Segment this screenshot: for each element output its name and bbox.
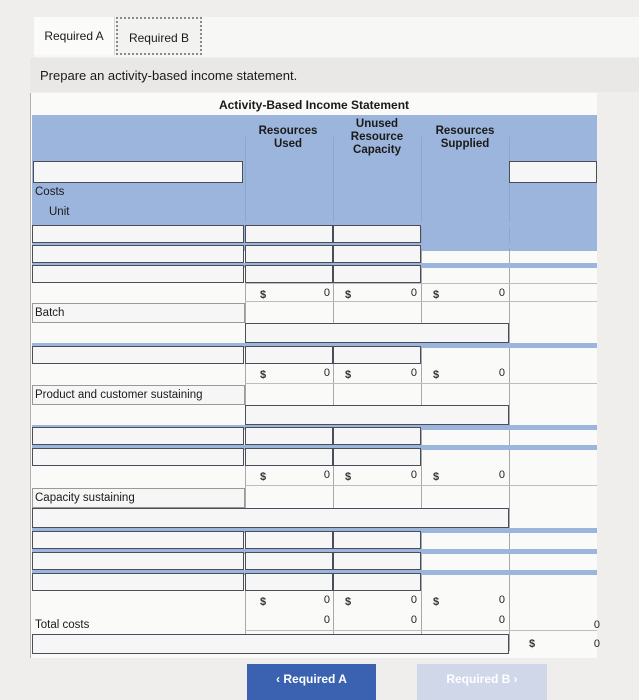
tab-bar: [34, 17, 639, 57]
capacity-row-2-label[interactable]: [32, 531, 244, 549]
tab-required-b[interactable]: Required B: [116, 17, 202, 55]
currency-symbol: $: [529, 638, 536, 650]
batch-row-2-label[interactable]: [32, 346, 244, 364]
unit-row-1-label[interactable]: [32, 225, 244, 243]
unit-supplied-subtotal: 0: [498, 287, 505, 299]
prev-required-a-button[interactable]: ‹ Required A: [247, 664, 376, 700]
header-unused-capacity: Unused Resource Capacity: [350, 118, 404, 156]
product-used-subtotal: 0: [323, 469, 330, 481]
unit-row-2-label[interactable]: [32, 245, 244, 263]
row-divider: [245, 301, 597, 302]
unit-row-3-used[interactable]: [245, 265, 333, 283]
batch-used-subtotal: 0: [323, 367, 330, 379]
capacity-row-4-label[interactable]: [32, 573, 244, 591]
capacity-row-4-unused[interactable]: [333, 573, 421, 591]
currency-symbol: $: [345, 471, 352, 483]
product-row-3-unused[interactable]: [333, 448, 421, 466]
label-unit: Unit: [49, 206, 70, 218]
label-product-customer: Product and customer sustaining: [35, 389, 203, 401]
unit-row-3-label[interactable]: [32, 265, 244, 283]
capacity-unused-subtotal: 0: [410, 594, 417, 606]
product-row-2-label[interactable]: [32, 427, 244, 445]
unit-row-1-used[interactable]: [245, 225, 333, 243]
capacity-row-2-unused[interactable]: [333, 531, 421, 549]
product-row-2-unused[interactable]: [333, 427, 421, 445]
capacity-row-2-used[interactable]: [245, 531, 333, 549]
row-divider: [245, 485, 597, 486]
statement-title: Activity-Based Income Statement: [218, 98, 410, 112]
label-batch: Batch: [35, 307, 65, 319]
total-supplied: 0: [498, 614, 505, 626]
right-total-1: 0: [593, 619, 600, 631]
capacity-row-1[interactable]: [32, 508, 509, 528]
next-required-b-button[interactable]: Required B ›: [417, 664, 547, 700]
currency-symbol: $: [345, 596, 352, 608]
header-resources-supplied: Resources Supplied: [435, 125, 495, 150]
grid-line: [421, 251, 422, 651]
header-input-label[interactable]: [33, 161, 243, 183]
currency-symbol: $: [433, 369, 440, 381]
currency-symbol: $: [345, 289, 352, 301]
batch-row-2-used[interactable]: [245, 346, 333, 364]
total-used: 0: [323, 614, 330, 626]
unit-row-2-used[interactable]: [245, 245, 333, 263]
currency-symbol: $: [260, 596, 267, 608]
batch-supplied-subtotal: 0: [498, 367, 505, 379]
unit-unused-subtotal: 0: [410, 287, 417, 299]
currency-symbol: $: [260, 289, 267, 301]
row-divider: [245, 630, 597, 631]
total-unused: 0: [410, 614, 417, 626]
capacity-supplied-subtotal: 0: [498, 594, 505, 606]
product-row-1[interactable]: [245, 405, 509, 425]
instruction-bar: [30, 58, 639, 92]
tab-required-a[interactable]: Required A: [34, 17, 115, 55]
currency-symbol: $: [433, 471, 440, 483]
label-costs: Costs: [35, 186, 65, 198]
row-divider: [245, 283, 597, 284]
product-unused-subtotal: 0: [410, 469, 417, 481]
header-divider: [421, 137, 422, 251]
capacity-row-4-used[interactable]: [245, 573, 333, 591]
batch-unused-subtotal: 0: [410, 367, 417, 379]
batch-row-1[interactable]: [245, 323, 509, 343]
grid-line: [509, 251, 510, 651]
unit-used-subtotal: 0: [323, 287, 330, 299]
unit-row-3-unused[interactable]: [333, 265, 421, 283]
capacity-row-3-unused[interactable]: [333, 552, 421, 570]
unit-row-2-unused[interactable]: [333, 245, 421, 263]
header-input-right[interactable]: [509, 161, 597, 183]
product-row-3-used[interactable]: [245, 448, 333, 466]
income-statement: [30, 93, 597, 658]
product-supplied-subtotal: 0: [498, 469, 505, 481]
instruction-text: Prepare an activity-based income statement.: [40, 68, 298, 83]
product-row-2-used[interactable]: [245, 427, 333, 445]
header-resources-used: Resources Used: [258, 125, 318, 150]
currency-symbol: $: [260, 471, 267, 483]
capacity-row-3-label[interactable]: [32, 552, 244, 570]
capacity-used-subtotal: 0: [323, 594, 330, 606]
capacity-row-3-used[interactable]: [245, 552, 333, 570]
product-row-3-label[interactable]: [32, 448, 244, 466]
label-total-costs: Total costs: [35, 619, 90, 631]
total-row-input[interactable]: [32, 634, 509, 654]
currency-symbol: $: [433, 596, 440, 608]
currency-symbol: $: [433, 289, 440, 301]
unit-row-1-unused[interactable]: [333, 225, 421, 243]
header-divider: [509, 137, 510, 251]
label-capacity: Capacity sustaining: [35, 492, 135, 504]
currency-symbol: $: [345, 369, 352, 381]
row-divider: [245, 383, 597, 384]
right-total-2: 0: [593, 638, 600, 650]
currency-symbol: $: [260, 369, 267, 381]
batch-row-2-unused[interactable]: [333, 346, 421, 364]
